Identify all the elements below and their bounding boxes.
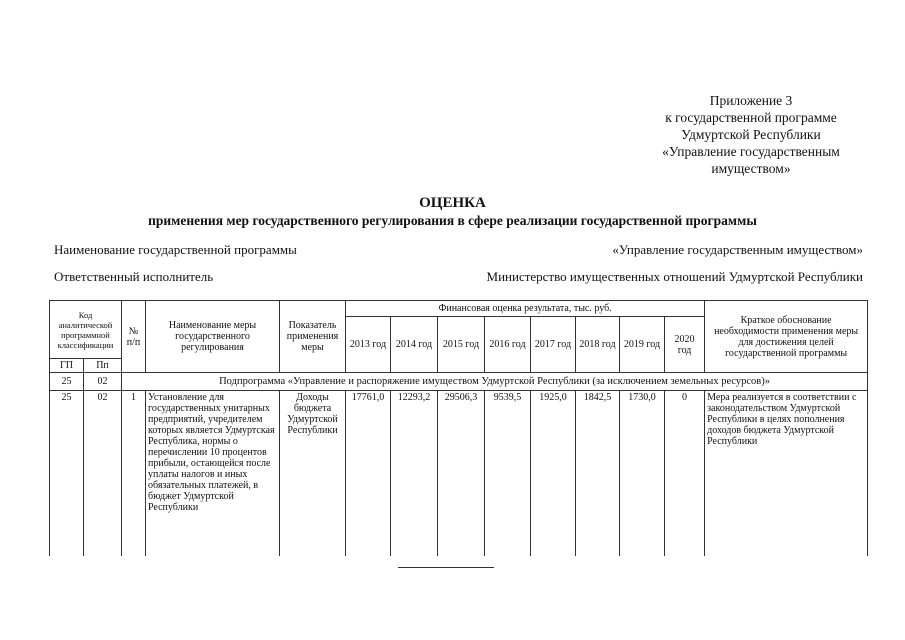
row-value-2018: 1842,5 [576,391,620,556]
header-year-2014: 2014 год [391,317,438,373]
row-indicator: Доходы бюджета Удмуртской Республики [280,391,346,556]
header-gp: ГП [50,359,84,373]
table-row [50,391,868,556]
header-num: № п/п [122,301,146,373]
header-indicator: Показатель применения меры [280,301,346,373]
header-year-2018: 2018 год [576,317,620,373]
title-subtitle: применения мер государственного регулирования в сфере реализации государственной программы [148,213,757,228]
appendix-line-3: Удмуртской Республики [681,127,821,142]
appendix-line-1: Приложение 3 [709,93,793,108]
row-value-2015: 29506,3 [438,391,485,556]
program-value: «Управление государственным имуществом» [612,242,863,257]
header-row-1 [50,301,868,317]
header-measure: Наименование меры государственного регулирования [146,301,280,373]
header-financial: Финансовая оценка результата, тыс. руб. [346,301,705,317]
subprogram-title: Подпрограмма «Управление и распоряжение имуществом Удмуртской Республики (за исключением земельных ресурсов)» [122,373,868,391]
header-year-2020: 2020 год [665,317,705,373]
executor-label: Ответственный исполнитель [54,269,214,284]
subprogram-pp: 02 [84,373,122,391]
header-year-2017: 2017 год [531,317,576,373]
row-gp: 25 [50,391,84,556]
measures-table [49,300,868,556]
program-label: Наименование государственной программы [54,242,297,257]
row-num: 1 [122,391,146,556]
row-value-2014: 12293,2 [391,391,438,556]
header-year-2016: 2016 год [485,317,531,373]
footer-divider [398,567,494,568]
row-value-2013: 17761,0 [346,391,391,556]
executor-value: Министерство имущественных отношений Удмуртской Республики [486,269,863,284]
row-value-2019: 1730,0 [620,391,665,556]
header-year-2013: 2013 год [346,317,391,373]
title-main: ОЦЕНКА [419,195,486,211]
row-justification: Мера реализуется в соответствии с законодательством Удмуртской Республики в целях пополнения доходов бюджета Удмуртской Республики [705,391,868,556]
row-value-2017: 1925,0 [531,391,576,556]
header-code: Код аналитической программной классификации [50,301,122,359]
subprogram-gp: 25 [50,373,84,391]
subprogram-row [50,373,868,391]
appendix-line-2: к государственной программе [665,110,837,125]
header-year-2019: 2019 год [620,317,665,373]
row-measure: Установление для государственных унитарных предприятий, учредителем которых является Удмуртская Республика, нормы о перечислении 10 процентов прибыли, остающейся после уплаты налогов и иных обязательных платежей, в бюджет Удмуртской Республики [146,391,280,556]
appendix-block [630,92,872,177]
appendix-line-4: «Управление государственным [662,144,840,159]
row-value-2020: 0 [665,391,705,556]
appendix-line-5: имуществом» [711,161,791,176]
document-title [0,194,905,230]
row-value-2016: 9539,5 [485,391,531,556]
header-year-2015: 2015 год [438,317,485,373]
header-justification: Краткое обоснование необходимости применения меры для достижения целей государственной программы [705,301,868,373]
header-pp: Пп [84,359,122,373]
row-pp: 02 [84,391,122,556]
